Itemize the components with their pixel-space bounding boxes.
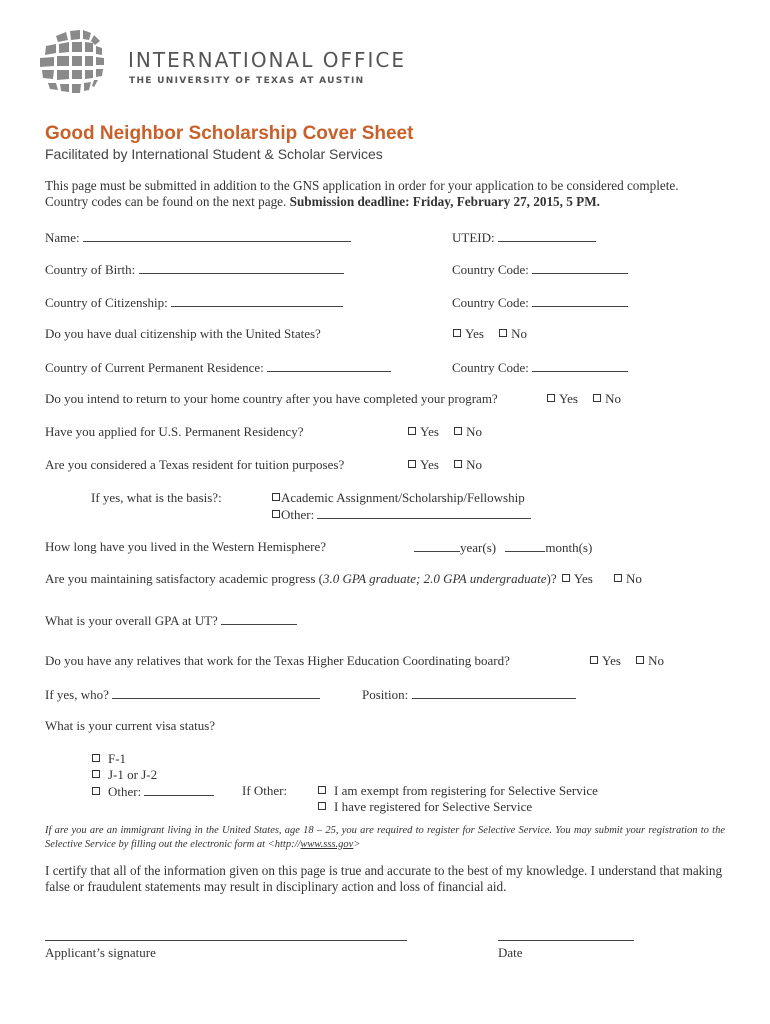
country-code-label: Country Code: — [452, 295, 529, 310]
name-field[interactable] — [83, 229, 351, 242]
visa-f1-checkbox[interactable] — [92, 754, 100, 762]
ss-exempt-checkbox[interactable] — [318, 786, 326, 794]
signature-line[interactable] — [45, 940, 407, 941]
certification-statement: I certify that all of the information given on this page is true and accurate to the best of my knowledge. I understand that making false or fraudulent statements may result in disciplinary action and loss of financial aid. — [45, 863, 723, 894]
academic-progress-question — [45, 571, 642, 587]
visa-option-f1 — [92, 751, 126, 767]
citizenship-code-row — [452, 294, 628, 311]
months-label: month(s) — [545, 540, 593, 555]
hemisphere-duration — [414, 539, 592, 556]
visa-other-checkbox[interactable] — [92, 787, 100, 795]
citizenship-country-field[interactable] — [171, 294, 343, 307]
visa-j1-checkbox[interactable] — [92, 770, 100, 778]
visa-j1-label: J-1 or J-2 — [108, 767, 158, 782]
no-label: No — [466, 424, 483, 439]
relatives-options — [590, 653, 664, 669]
who-row — [45, 686, 320, 703]
yes-label: Yes — [420, 424, 439, 439]
permanent-residency-question: Have you applied for U.S. Permanent Residency? — [45, 424, 304, 439]
texas-resident-question: Are you considered a Texas resident for tuition purposes? — [45, 457, 345, 472]
page-title: Good Neighbor Scholarship Cover Sheet — [45, 123, 414, 144]
logo — [36, 28, 116, 104]
basis-other-field[interactable] — [317, 506, 531, 519]
who-label: If yes, who? — [45, 687, 109, 702]
months-field[interactable] — [505, 539, 545, 552]
signature-label: Applicant’s signature — [45, 945, 156, 960]
sss-link[interactable]: www.sss.gov — [300, 839, 354, 850]
visa-other-label: Other: — [108, 784, 142, 799]
citizenship-label: Country of Citizenship: — [45, 295, 168, 310]
who-field[interactable] — [112, 686, 320, 699]
residence-row — [45, 359, 391, 376]
dual-citizenship-options — [453, 326, 527, 342]
uteid-field[interactable] — [498, 229, 596, 242]
yes-label: Yes — [559, 391, 578, 406]
intro-paragraph — [45, 178, 725, 210]
residence-label: Country of Current Permanent Residence: — [45, 360, 264, 375]
no-label: No — [511, 326, 528, 341]
years-label: year(s) — [460, 540, 497, 555]
residence-country-code-field[interactable] — [532, 359, 628, 372]
selective-service-note — [45, 824, 725, 852]
years-field[interactable] — [414, 539, 460, 552]
date-label: Date — [498, 945, 523, 960]
intro-text: This page must be submitted in addition to the GNS application in order for your application to be considered complete. Country codes can be found on the next page. — [45, 178, 679, 209]
no-label: No — [626, 571, 642, 586]
visa-option-other — [92, 783, 214, 800]
globe-logo-icon — [36, 28, 116, 104]
visa-f1-label: F-1 — [108, 751, 127, 766]
progress-label: Are you maintaining satisfactory academic progress ( — [45, 571, 323, 586]
if-other-label: If Other: — [242, 783, 288, 798]
basis-other-label: Other: — [281, 507, 315, 522]
no-label: No — [605, 391, 622, 406]
return-no-checkbox[interactable] — [593, 394, 601, 402]
position-row — [362, 686, 576, 703]
uteid-row — [452, 229, 596, 246]
texas-yes-checkbox[interactable] — [408, 460, 416, 468]
texas-no-checkbox[interactable] — [454, 460, 462, 468]
basis-academic-label: Academic Assignment/Scholarship/Fellowship — [281, 490, 525, 505]
gpa-field[interactable] — [221, 612, 297, 625]
birth-row — [45, 261, 344, 278]
uteid-label: UTEID: — [452, 230, 495, 245]
progress-gpa-note: 3.0 GPA graduate; 2.0 GPA undergraduate — [322, 571, 547, 586]
yes-label: Yes — [573, 571, 593, 586]
ss-registered-checkbox[interactable] — [318, 802, 326, 810]
return-yes-checkbox[interactable] — [547, 394, 555, 402]
ss-registered-option — [318, 799, 532, 815]
progress-yes-checkbox[interactable] — [562, 574, 570, 582]
name-label: Name: — [45, 230, 80, 245]
basis-label: If yes, what is the basis?: — [91, 490, 222, 505]
submission-deadline: Submission deadline: Friday, February 27, 2015, 5 PM. — [289, 194, 600, 209]
texas-resident-options — [408, 457, 482, 473]
residence-country-field[interactable] — [267, 359, 391, 372]
country-code-label: Country Code: — [452, 360, 529, 375]
visa-option-j1 — [92, 767, 157, 783]
return-question: Do you intend to return to your home country after you have completed your program? — [45, 391, 498, 406]
note-end: > — [353, 839, 361, 850]
position-field[interactable] — [412, 686, 576, 699]
birth-label: Country of Birth: — [45, 262, 136, 277]
yes-label: Yes — [420, 457, 439, 472]
hemisphere-question: How long have you lived in the Western Hemisphere? — [45, 539, 327, 554]
dual-citizenship-question: Do you have dual citizenship with the United States? — [45, 326, 321, 341]
basis-option-academic — [272, 490, 525, 506]
visa-question: What is your current visa status? — [45, 718, 216, 733]
birth-country-code-field[interactable] — [532, 261, 628, 274]
progress-end: )? — [546, 571, 557, 586]
ss-exempt-option — [318, 783, 598, 799]
yes-label: Yes — [465, 326, 484, 341]
gpa-label: What is your overall GPA at UT? — [45, 613, 218, 628]
basis-option-other — [272, 506, 531, 523]
return-options — [547, 391, 621, 407]
permres-yes-checkbox[interactable] — [408, 427, 416, 435]
org-title: INTERNATIONAL OFFICE — [128, 48, 406, 72]
no-label: No — [466, 457, 483, 472]
permres-no-checkbox[interactable] — [454, 427, 462, 435]
yes-label: Yes — [602, 653, 621, 668]
org-subtitle: THE UNIVERSITY OF TEXAS AT AUSTIN — [129, 76, 365, 86]
date-line[interactable] — [498, 940, 634, 941]
citizenship-country-code-field[interactable] — [532, 294, 628, 307]
relatives-no-checkbox[interactable] — [636, 656, 644, 664]
relatives-question: Do you have any relatives that work for the Texas Higher Education Coordinating board? — [45, 653, 510, 668]
note-text: If are you are an immigrant living in the United States, age 18 – 25, you are required to register for Selective Service. You may submit your registration to the Selective Service by filling out the electronic form at <http:// — [45, 825, 725, 850]
permanent-residency-options — [408, 424, 482, 440]
relatives-yes-checkbox[interactable] — [590, 656, 598, 664]
country-code-label: Country Code: — [452, 262, 529, 277]
basis-academic-checkbox[interactable] — [272, 493, 280, 501]
dual-no-checkbox[interactable] — [499, 329, 507, 337]
page-subtitle: Facilitated by International Student & Scholar Services — [45, 146, 383, 162]
citizenship-row — [45, 294, 343, 311]
no-label: No — [648, 653, 665, 668]
ss-registered-label: I have registered for Selective Service — [334, 799, 533, 814]
position-label: Position: — [362, 687, 409, 702]
visa-other-field[interactable] — [144, 783, 214, 796]
gpa-row — [45, 612, 297, 629]
name-row — [45, 229, 351, 246]
dual-yes-checkbox[interactable] — [453, 329, 461, 337]
basis-other-checkbox[interactable] — [272, 510, 280, 518]
birth-code-row — [452, 261, 628, 278]
birth-country-field[interactable] — [139, 261, 344, 274]
progress-no-checkbox[interactable] — [614, 574, 622, 582]
residence-code-row — [452, 359, 628, 376]
ss-exempt-label: I am exempt from registering for Selective Service — [334, 783, 598, 798]
